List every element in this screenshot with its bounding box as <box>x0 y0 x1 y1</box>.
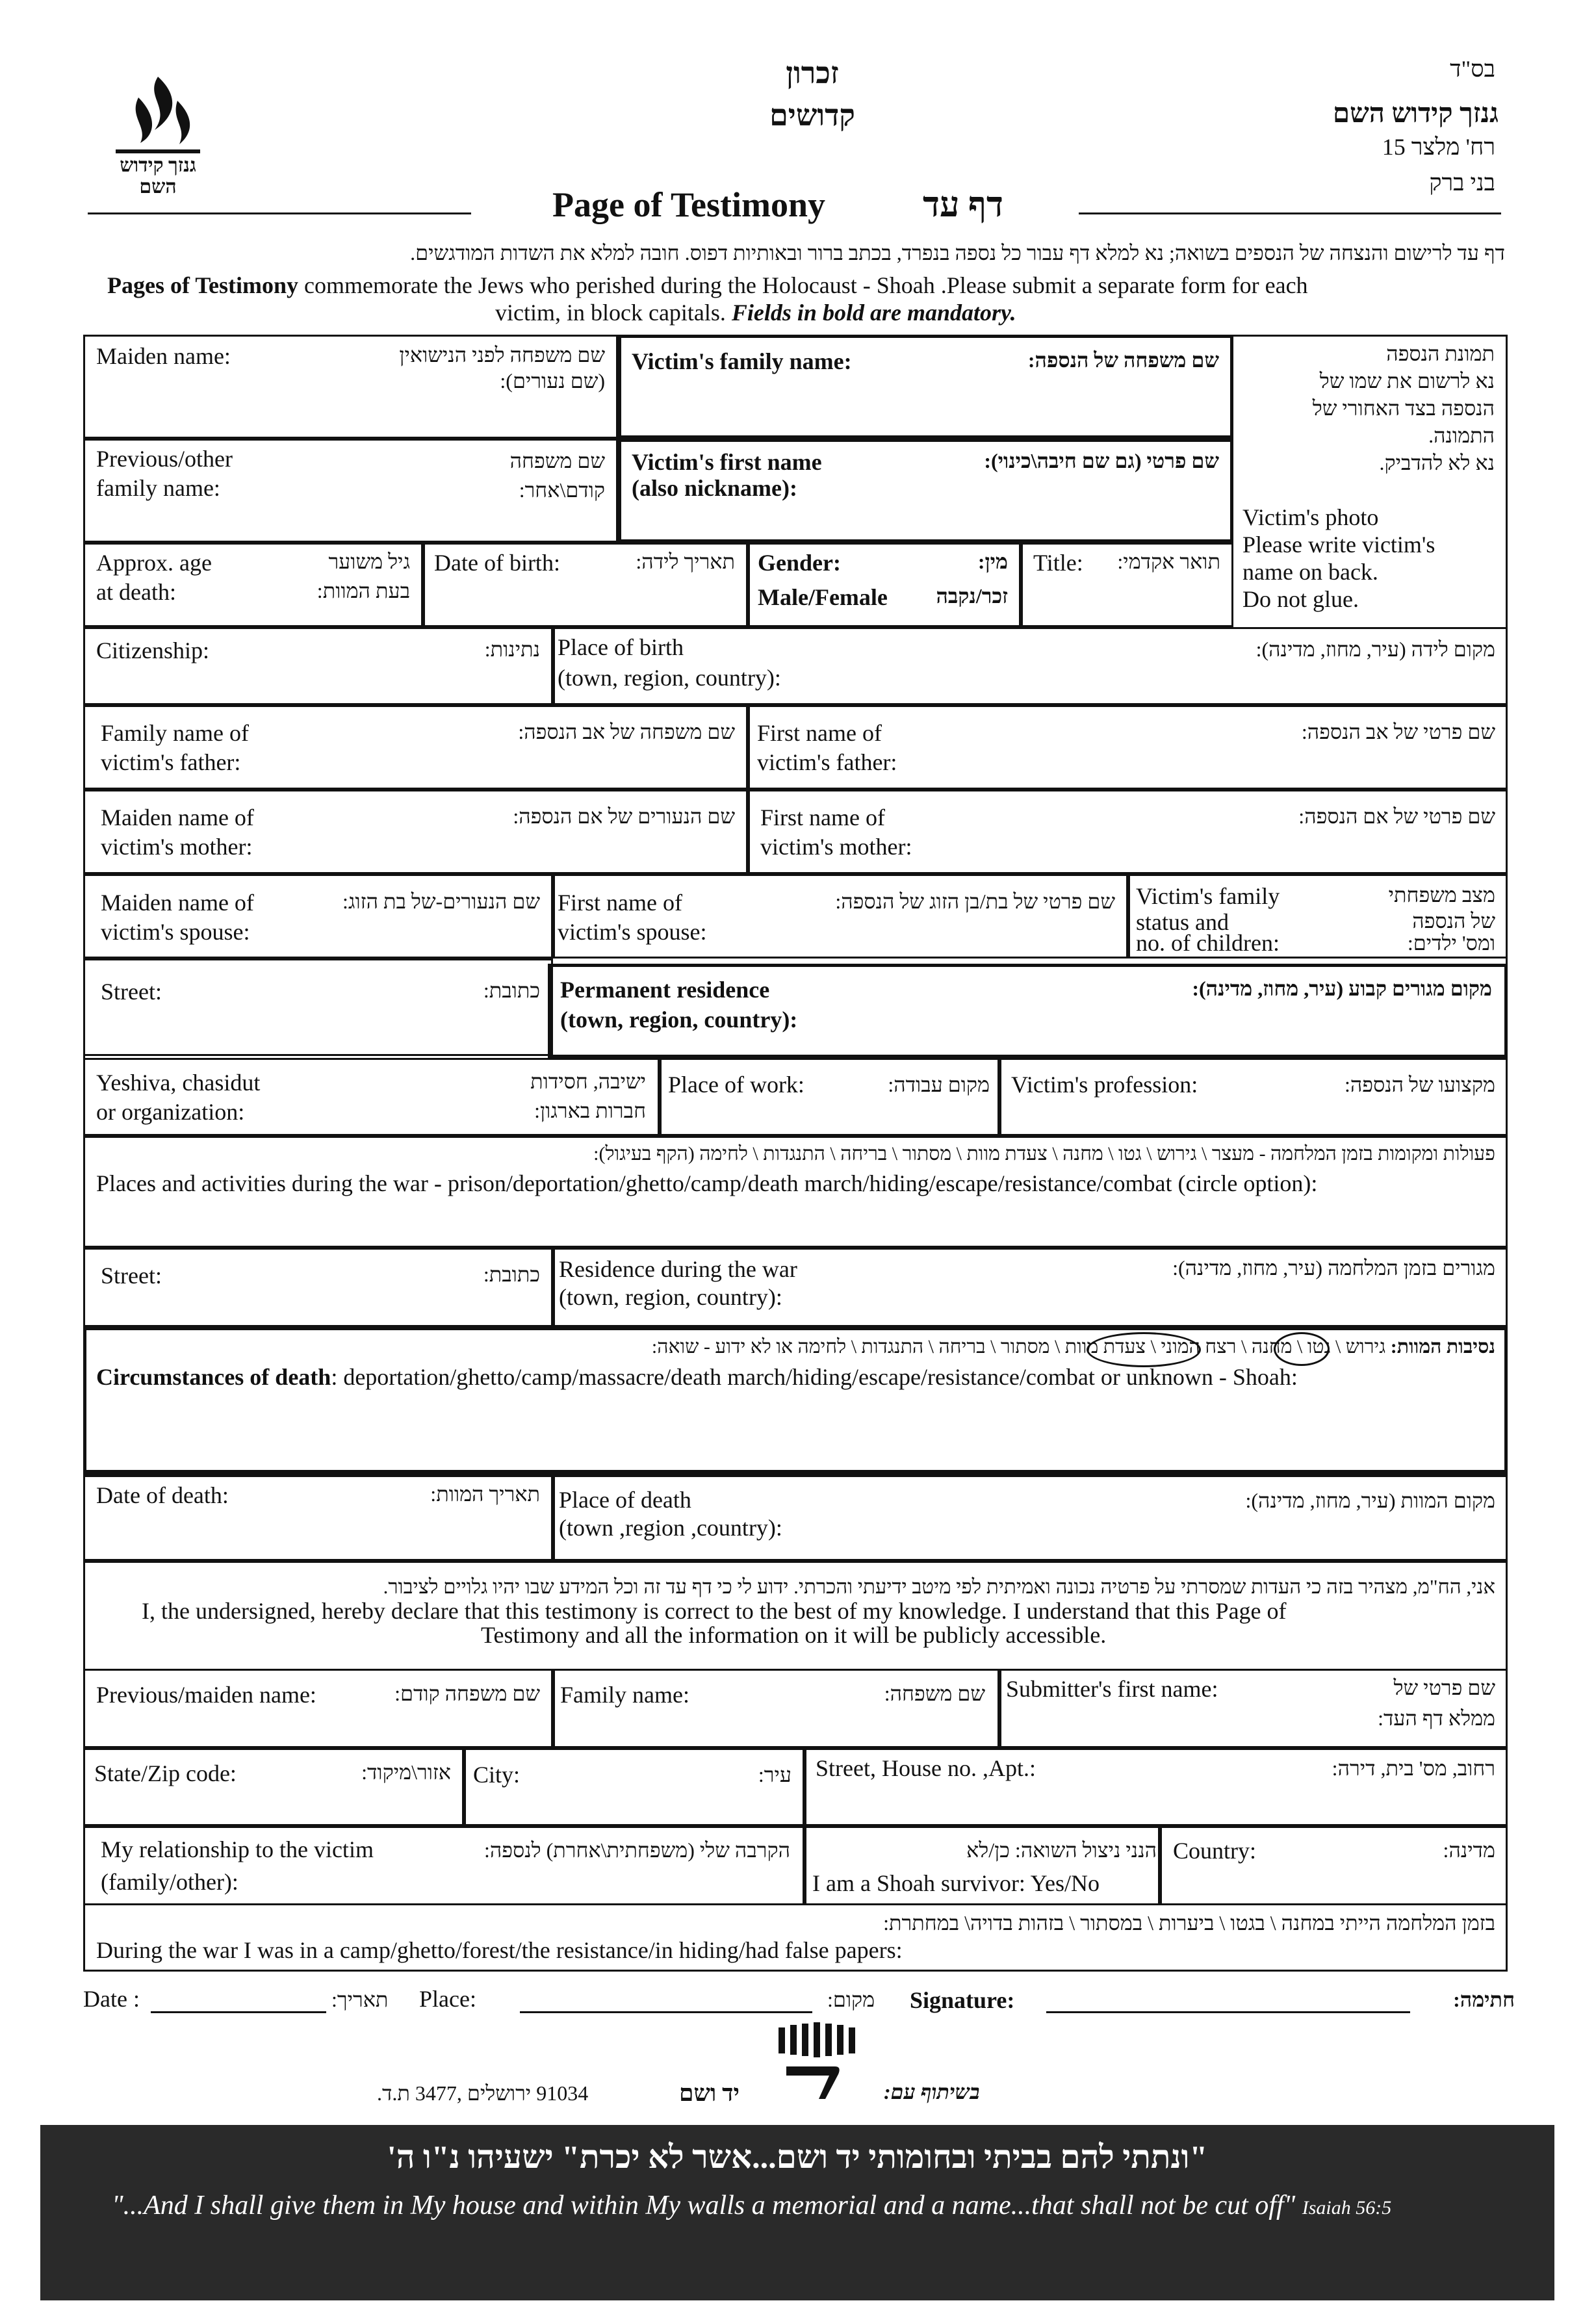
submitter-family-label-he: שם משפחה: <box>884 1682 985 1705</box>
photo-instr-he-5: נא לא להדביק. <box>1379 451 1495 474</box>
city-label: City: <box>473 1762 521 1788</box>
gender-label-2: Male/Female <box>758 584 888 610</box>
circumstances-en-bold: Circumstances of death <box>96 1364 331 1390</box>
circumstances-en-rest: : deportation/ghetto/camp/massacre/death march/hiding/escape/resistance/combat or unknown - Shoah: <box>331 1364 1298 1390</box>
country-label-he: מדינה: <box>1443 1838 1495 1862</box>
family-status-label-he3: ומס' ילדים: <box>1407 931 1495 955</box>
father-family-label-2: victim's father: <box>101 749 241 775</box>
spouse-maiden-label: Maiden name of <box>101 890 254 916</box>
photo-instr-he-1: תמונת הנספה <box>1386 342 1495 365</box>
previous-name-label-he: שם משפחה <box>509 449 605 472</box>
yeshiva-label: Yeshiva, chasidut <box>96 1070 261 1096</box>
profession-label-he: מקצועו של הנספה: <box>1344 1073 1495 1096</box>
dob-label-he: תאריך לידה: <box>636 550 735 573</box>
victim-family-name-label: Victim's family name: <box>632 348 852 374</box>
org-city: בני ברק <box>1429 170 1495 196</box>
photo-instr-en-4: Do not glue. <box>1242 586 1359 612</box>
mother-maiden-label: Maiden name of <box>101 804 254 830</box>
center-title-line1: זכרון <box>786 57 839 90</box>
declaration-en-2: Testimony and all the information on it will be publicly accessible. <box>481 1622 1107 1648</box>
quote-english <box>112 2190 1509 2221</box>
place-label: Place: <box>419 1986 476 2012</box>
previous-name-label-2: family name: <box>96 475 220 501</box>
victim-family-name-label-he: שם משפחה של הנספה: <box>1027 348 1219 372</box>
intro-line2-text: victim, in block capitals. <box>495 300 732 326</box>
gender-label-he2: זכר/נקבה <box>936 584 1008 608</box>
pod-label-he: מקום המוות (עיר, מחוז, מדינה): <box>1245 1489 1495 1512</box>
age-label-he: גיל משוער <box>328 550 410 573</box>
spouse-maiden-label-he: שם הנעורים-של בת הזוג: <box>342 890 540 913</box>
intro-hebrew: דף עד לרישום והנצחה של הנספים בשואה; נא למלא דף עבור כל נספה בנפרד, בכתב ברור ובאותיות דפוס. חובה למלא את השדות המודגשים. <box>410 241 1505 264</box>
photo-instr-he-3: הנספה בצד האחורי של <box>1312 396 1495 420</box>
yeshiva-label-2: or organization: <box>96 1099 245 1125</box>
birthplace-label-he: מקום לידה (עיר, מחוז, מדינה): <box>1255 637 1495 661</box>
maiden-name-label-he: שם משפחה לפני הנישואין <box>399 343 605 367</box>
war-street-label-he: כתובת: <box>483 1263 540 1286</box>
maiden-name-label-he2: (שם נעורים): <box>500 369 605 392</box>
footer-address: 91034 ירושלים ,3477 ת.ד. <box>377 2081 589 2105</box>
father-family-label: Family name of <box>101 720 249 746</box>
spouse-first-label: First name of <box>558 890 682 916</box>
birthplace-label: Place of birth <box>558 634 684 660</box>
submitter-prev-name-label-he: שם משפחה קודם: <box>394 1682 540 1705</box>
family-status-label-he2: של הנספה <box>1412 909 1495 933</box>
war-places-label: Places and activities during the war - prison/deportation/ghetto/camp/death march/hiding/escape/resistance/combat (circle option): <box>96 1170 1318 1196</box>
spouse-first-label-he: שם פרטי של בת/בן הזוג של הנספה: <box>835 890 1115 913</box>
org-street: רח' מלצר 15 <box>1382 134 1495 160</box>
street-label: Street: <box>101 979 162 1005</box>
intro-mandatory: Fields in bold are mandatory. <box>731 300 1016 326</box>
page-title: Page of Testimony <box>552 185 826 224</box>
street-cell[interactable] <box>83 959 553 1056</box>
family-status-label-he: מצב משפחתי <box>1388 883 1495 907</box>
circumstances-he-rest: גירוש \ גטו \ מחנה \ רצח המוני \ צעדת מוות \ מסתור \ בריחה \ התנגדות \ לחימה או לא ידוע - שואה: <box>651 1336 1386 1357</box>
maiden-name-label: Maiden name: <box>96 343 231 369</box>
page-title-hebrew: דף עד <box>923 185 1003 224</box>
yeshiva-label-he2: חברות בארגון: <box>534 1099 646 1122</box>
quote-reference: Isaiah 56:5 <box>1302 2197 1392 2219</box>
bsd-mark: בס"ד <box>1450 56 1495 82</box>
war-places-label-he: פעולות ומקומות בזמן המלחמה - מעצר \ גירוש \ גטו \ מחנה \ צעדת מוות \ מסתור \ בריחה \ התנגדות \ לחימה (הקף בעיגול): <box>593 1143 1495 1164</box>
photo-instr-en-2: Please write victim's <box>1242 532 1435 558</box>
yeshiva-label-he: ישיבה, חסידות <box>530 1070 646 1093</box>
submitter-family-label: Family name: <box>560 1682 689 1708</box>
age-label-he2: בעת המוות: <box>316 579 410 602</box>
pod-label: Place of death <box>559 1487 691 1513</box>
zip-label-he: אזור\מיקוד: <box>361 1760 451 1784</box>
survivor-label: I am a Shoah survivor: Yes/No <box>812 1870 1100 1896</box>
logo <box>109 71 207 198</box>
citizenship-label: Citizenship: <box>96 637 209 663</box>
city-label-he: עיר: <box>758 1763 792 1786</box>
declaration-he: אני, הח"מ, מצהיר בזה כי העדות שמסרתי על פרטיה נכונה ואמיתית לפי מיטב ידיעתי והכרתי. ידוע לי כי דף עד זה וכל המידע שבו יהיו גלויים לציבור. <box>383 1575 1495 1598</box>
submitter-prev-name-label: Previous/maiden name: <box>96 1682 316 1708</box>
permanent-residence-label-he: מקום מגורים קבוע (עיר, מחוז, מדינה): <box>1192 977 1492 1000</box>
family-status-label: Victim's family <box>1136 883 1280 909</box>
relationship-label-2: (family/other): <box>101 1869 238 1895</box>
quote-hebrew: "ונתתי להם בביתי ובחומותי יד ושם...אשר לא יכרת" ישעיהו נ"ו ה' <box>387 2139 1208 2175</box>
circumstances-label <box>96 1363 1298 1391</box>
birthplace-label-2: (town, region, country): <box>558 665 781 691</box>
intro-rest: commemorate the Jews who perished during the Holocaust - Shoah .Please submit a separate form for each <box>298 272 1308 298</box>
war-residence-label-he: מגורים בזמן המלחמה (עיר, מחוז, מדינה): <box>1172 1256 1495 1280</box>
age-label: Approx. age <box>96 550 212 576</box>
photo-instr-he-4: התמונה. <box>1428 424 1495 447</box>
dob-label: Date of birth: <box>434 550 560 576</box>
family-status-label-2: status and <box>1136 909 1229 935</box>
gender-label: Gender: <box>758 550 841 576</box>
submitter-war-label-he: בזמן המלחמה הייתי במחנה \ בגטו \ ביערות \ במסתור \ בזהות בדויה\ במחתרת: <box>883 1911 1495 1935</box>
work-label-he: מקום עבודה: <box>888 1073 990 1096</box>
circumstances-label-he <box>652 1335 1495 1359</box>
street-label-he: כתובת: <box>483 979 540 1002</box>
family-status-label-3: no. of children: <box>1136 930 1280 956</box>
age-label-2: at death: <box>96 579 176 605</box>
citizenship-label-he: נתינות: <box>484 637 540 661</box>
relationship-label-he: הקרבה שלי (משפחתית\אחרת) לנספה: <box>483 1838 790 1862</box>
victim-first-name-label-2: (also nickname): <box>632 475 797 501</box>
circumstances-he-bold: נסיבות המוות: <box>1390 1336 1495 1357</box>
intro-bold: Pages of Testimony <box>107 272 299 298</box>
war-residence-label: Residence during the war <box>559 1256 797 1282</box>
submitter-war-label: During the war I was in a camp/ghetto/forest/the resistance/in hiding/had false papers: <box>96 1937 903 1963</box>
father-first-label-2: victim's father: <box>757 749 897 775</box>
mother-first-label-2: victim's mother: <box>760 834 912 860</box>
gender-label-he: מין: <box>977 550 1008 573</box>
submitter-first-label-he2: ממלא דף העד: <box>1378 1706 1495 1730</box>
previous-name-label-he2: קודם\אחר: <box>519 478 605 502</box>
signature-label-he: חתימה: <box>1453 1988 1515 2011</box>
submitter-first-label-he: שם פרטי של <box>1393 1676 1495 1699</box>
father-first-label: First name of <box>757 720 882 746</box>
survivor-label-he: הנני ניצול השואה: כן/לא <box>966 1838 1157 1862</box>
profession-label: Victim's profession: <box>1011 1072 1198 1098</box>
declaration-en-1: I, the undersigned, hereby declare that this testimony is correct to the best of my knowledge. I understand that this Page of <box>142 1598 1287 1624</box>
yad-vashem-name: יד ושם <box>679 2080 740 2106</box>
dod-label-he: תאריך המוות: <box>430 1482 540 1506</box>
signature-field[interactable] <box>1046 1992 1410 2013</box>
intro-english <box>107 272 1308 300</box>
permanent-residence-label-2: (town, region, country): <box>560 1007 798 1033</box>
war-street-label: Street: <box>101 1263 162 1289</box>
place-label-he: מקום: <box>827 1988 875 2011</box>
date-field[interactable] <box>151 1992 326 2013</box>
mother-maiden-label-2: victim's mother: <box>101 834 253 860</box>
photo-instr-en-1: Victim's photo <box>1242 504 1379 530</box>
photo-instr-en-3: name on back. <box>1242 559 1378 585</box>
dod-label: Date of death: <box>96 1482 229 1508</box>
photo-area[interactable] <box>1233 335 1508 627</box>
submitter-street-label: Street, House no. ,Apt.: <box>816 1755 1036 1781</box>
pod-label-2: (town ,region ,country): <box>559 1515 782 1541</box>
submitter-first-label: Submitter's first name: <box>1006 1676 1218 1702</box>
zip-label: State/Zip code: <box>94 1760 237 1786</box>
spouse-first-label-2: victim's spouse: <box>558 919 707 945</box>
permanent-residence-label: Permanent residence <box>560 977 770 1003</box>
center-title-line2: קדושים <box>769 99 855 132</box>
mother-first-label-he: שם פרטי של אם הנספה: <box>1298 804 1495 828</box>
spouse-maiden-label-2: victim's spouse: <box>101 919 250 945</box>
father-family-label-he: שם משפחה של אב הנספה: <box>518 720 735 743</box>
logo-text: גנזך קידוש השם <box>120 155 196 198</box>
place-field[interactable] <box>520 1992 812 2013</box>
circle-mark-massacre <box>1087 1332 1201 1367</box>
previous-name-label: Previous/other <box>96 446 233 472</box>
title-label-he: תואר אקדמי: <box>1117 550 1220 573</box>
country-label: Country: <box>1173 1838 1257 1864</box>
war-residence-label-2: (town, region, country): <box>559 1284 782 1310</box>
org-name: גנזך קידוש השם <box>1332 99 1499 129</box>
quote-banner <box>40 2125 1554 2300</box>
submitter-street-label-he: רחוב, מס' בית, דירה: <box>1332 1756 1495 1780</box>
yad-vashem-logo <box>773 2021 858 2112</box>
date-label: Date : <box>83 1986 140 2012</box>
relationship-label: My relationship to the victim <box>101 1836 374 1862</box>
partner-label: בשיתוף עם: <box>884 2080 980 2104</box>
mother-first-label: First name of <box>760 804 885 830</box>
date-label-he: תאריך: <box>331 1988 389 2011</box>
signature-label: Signature: <box>910 1987 1015 2013</box>
intro-english-line2 <box>495 299 1016 327</box>
victim-first-name-label-he: שם פרטי (גם שם חיבה\כינוי): <box>984 449 1219 472</box>
photo-instr-he-2: נא לרשום את שמו של <box>1319 369 1495 392</box>
father-first-label-he: שם פרטי של אב הנספה: <box>1301 720 1495 743</box>
victim-first-name-label: Victim's first name <box>632 449 822 475</box>
mother-maiden-label-he: שם הנעורים של אם הנספה: <box>513 804 735 828</box>
work-label: Place of work: <box>668 1072 804 1098</box>
quote-english-text: "...And I shall give them in My house and within My walls a memorial and a name...that shall not be cut off" <box>112 2191 1296 2220</box>
circle-mark-deportation <box>1274 1332 1330 1366</box>
title-label: Title: <box>1033 550 1083 576</box>
